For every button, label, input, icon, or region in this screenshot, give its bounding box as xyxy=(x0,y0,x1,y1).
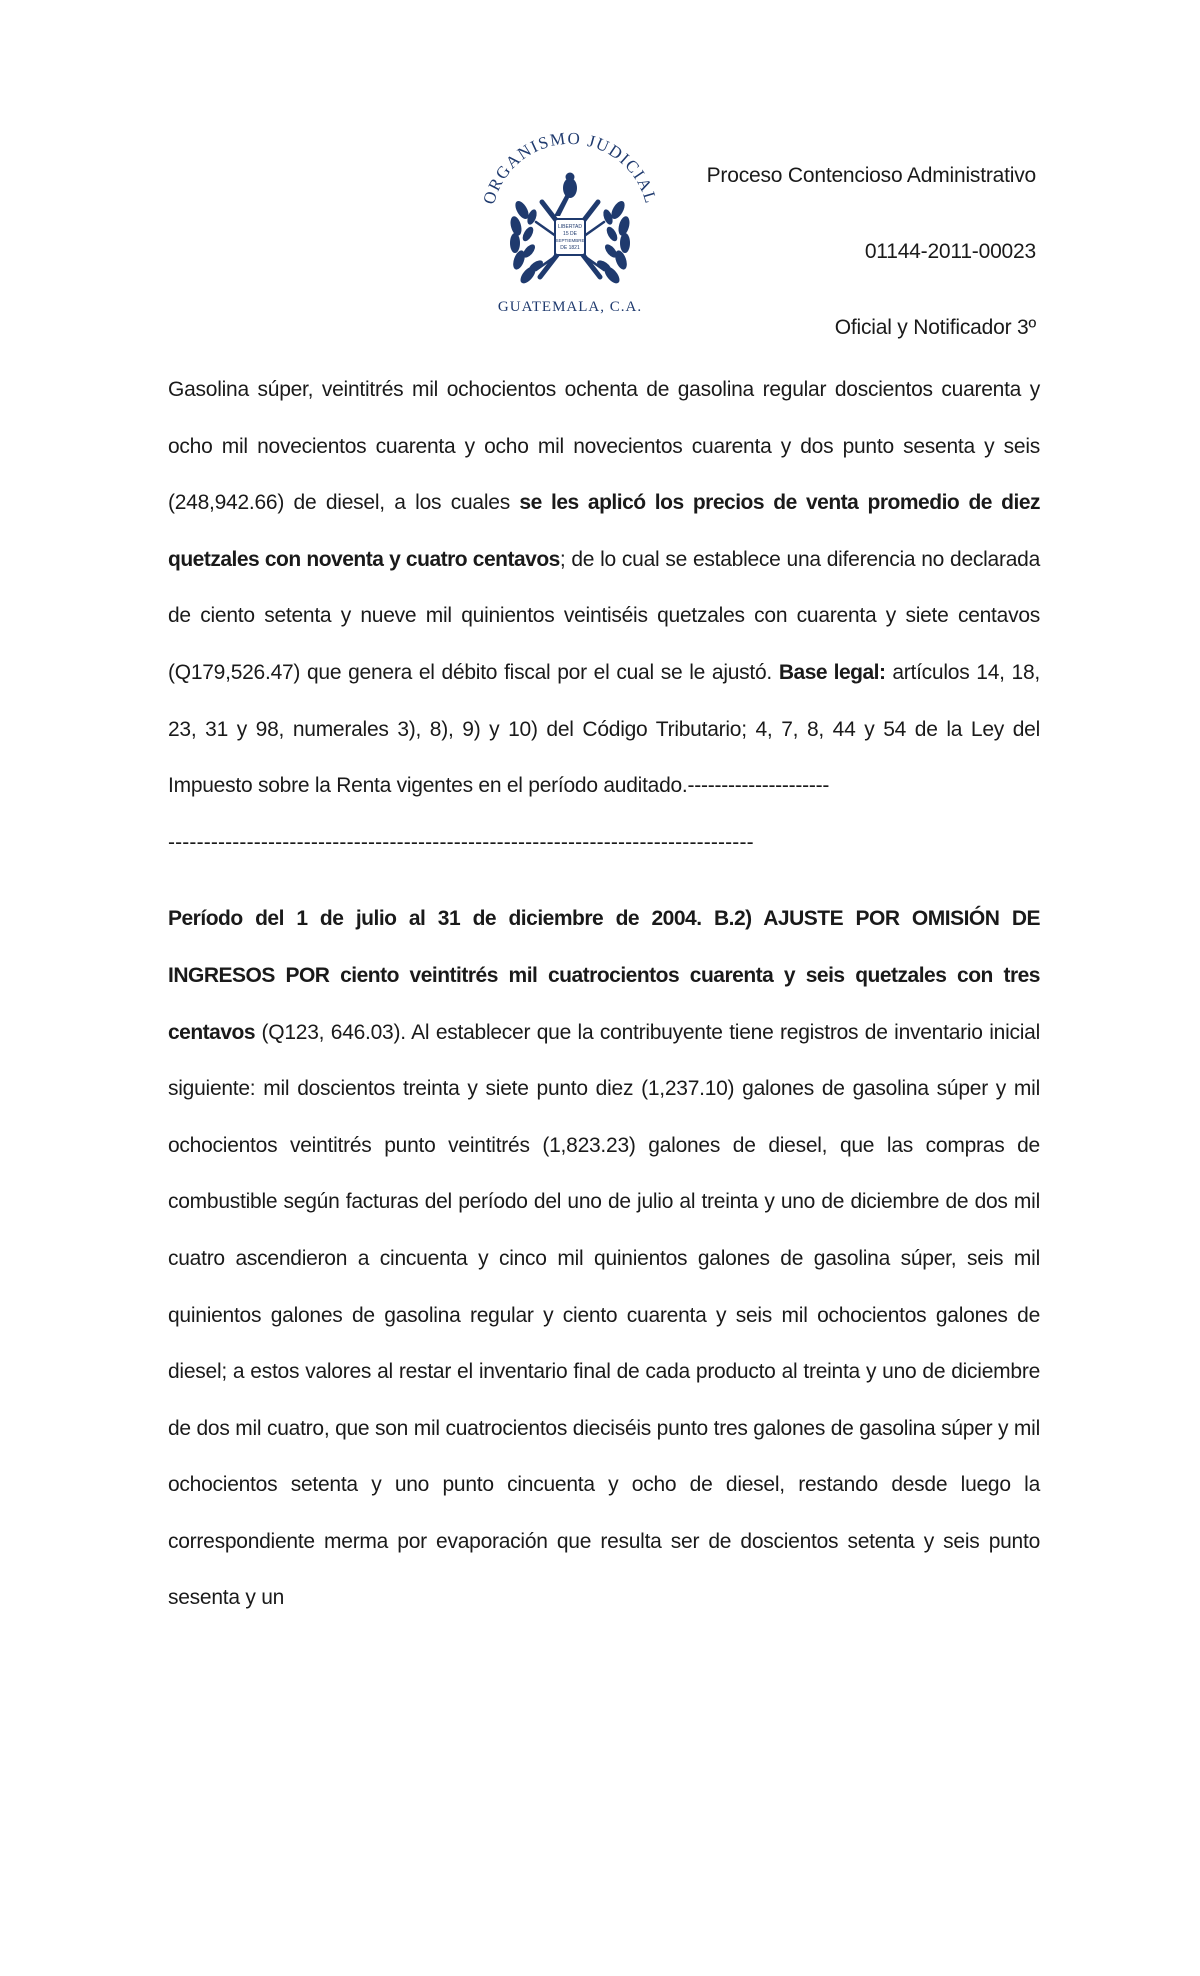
dash-separator: ---------------------------------------------------------------------------------- xyxy=(168,830,754,854)
svg-text:15 DE: 15 DE xyxy=(563,231,577,237)
paragraph-1: Gasolina súper, veintitrés mil ochocientos ochenta de gasolina regular doscientos cuarenta y ocho mil novecientos cuarenta y ocho mil novecientos cuarenta y dos punto sesenta y seis (248,942.66) de diesel, a los cuales se les aplicó los precios de venta promedio de diez quetzales con noventa y cuatro centavos; de lo cual se establece una diferencia no declarada de ciento setenta y nueve mil quinientos veintiséis quetzales con cuarenta y siete centavos (Q179,526.47) que genera el débito fiscal por el cual se le ajustó. Base legal: artículos 14, 18, 23, 31 y 98, numerales 3), 8), 9) y 10) del Código Tributario; 4, 7, 8, 44 y 54 de la Ley del Impuesto sobre la Renta vigentes en el período auditado.--------------------- xyxy=(168,378,1041,798)
seal-bottom-text: GUATEMALA, C.A. xyxy=(497,299,643,315)
document-header xyxy=(707,138,1036,366)
scroll-icon xyxy=(554,218,586,256)
laurel-left-icon xyxy=(509,199,545,286)
officer-title: Oficial y Notificador 3º xyxy=(834,316,1036,339)
case-number: 01144-2011-00023 xyxy=(864,240,1036,263)
quetzal-bird-icon xyxy=(554,173,577,217)
svg-text:SEPTIEMBRE: SEPTIEMBRE xyxy=(555,238,585,243)
process-type: Proceso Contencioso Administrativo xyxy=(706,164,1036,187)
laurel-right-icon xyxy=(595,199,631,286)
seal-arc-text: ORGANISMO JUDICIAL xyxy=(479,128,661,207)
organismo-judicial-seal xyxy=(470,122,670,322)
paragraph-2: Período del 1 de julio al 31 de diciembre de 2004. B.2) AJUSTE POR OMISIÓN DE INGRESOS POR ciento veintitrés mil cuatrocientos cuarenta y seis quetzales con tres centavos (Q123, 646.03). Al establecer que la contribuyente tiene registros de inventario inicial siguiente: mil doscientos treinta y siete punto diez (1,237.10) galones de gasolina súper y mil ochocientos veintitrés punto veintitrés (1,823.23) galones de diesel, que las compras de combustible según facturas del período del uno de julio al treinta y uno de diciembre de dos mil cuatro ascendieron a cincuenta y cinco mil quinientos galones de gasolina súper, seis mil quinientos galones de gasolina regular y ciento cuarenta y seis mil ochocientos galones de diesel; a estos valores al restar el inventario final de cada producto al treinta y uno de diciembre de dos mil cuatro, que son mil cuatrocientos dieciséis punto tres galones de gasolina súper y mil ochocientos setenta y uno punto cincuenta y ocho de diesel, restando desde luego la correspondiente merma por evaporación que resulta ser de doscientos setenta y seis punto sesenta y un xyxy=(168,907,1040,1610)
document-body xyxy=(168,362,1040,1627)
svg-text:DE 1821: DE 1821 xyxy=(560,245,580,251)
svg-text:LIBERTAD: LIBERTAD xyxy=(558,224,582,230)
